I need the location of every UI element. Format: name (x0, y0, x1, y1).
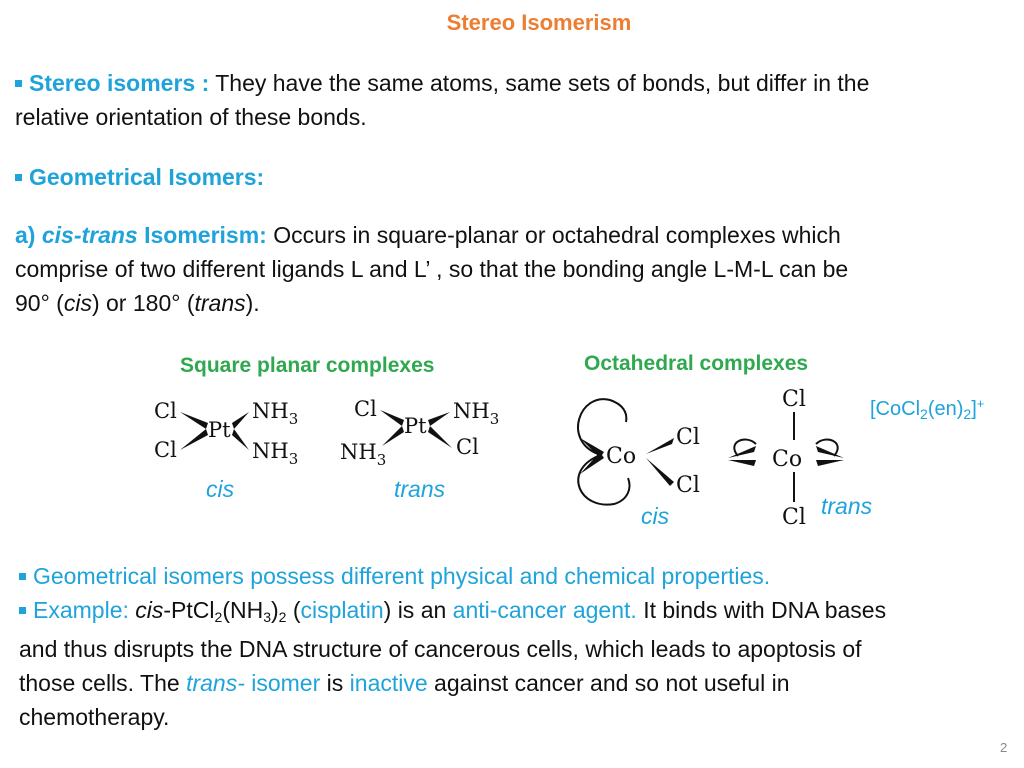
example-line3: and thus disrupts the DNA structure of cancerous cells, which leads to apoptosis of (19, 636, 862, 662)
stereo-isomers-paragraph (15, 66, 1005, 134)
cl-atom: Cl (782, 387, 806, 412)
octahedral-cis-label: cis (641, 503, 670, 529)
square-planar-heading: Square planar complexes (180, 354, 435, 377)
cis-trans-prefix: a) (15, 222, 36, 248)
bullet-square-icon (15, 174, 22, 181)
example-cis: cis (135, 597, 164, 623)
cis-trans-line1: Occurs in square-planar or octahedral complexes which (273, 222, 841, 248)
cl-atom: Cl (154, 399, 177, 423)
cis-trans-paragraph (15, 218, 1015, 320)
properties-text: Geometrical isomers possess different physical and chemical properties. (33, 563, 771, 589)
example-bullet: Example: cis-$PtCl_2(NH_3)_2$ (cisplatin) is an anti-cancer agent. It binds with DNA bases (19, 593, 1014, 627)
stereo-isomers-text-line2: relative orientation of these bonds. (15, 104, 367, 130)
wedge-bond (382, 426, 404, 446)
cl-atom: Cl (154, 438, 177, 462)
cl-atom: Cl (456, 435, 479, 459)
wedge-bond (380, 410, 404, 426)
cisplatin-term: cisplatin (300, 597, 384, 623)
co-atom: Co (606, 444, 637, 469)
cis-trans-line3-c: ). (245, 290, 260, 316)
cis-trans-label-rest: Isomerism: (144, 222, 267, 248)
example-continuation: and thus disrupts the DNA structure of cancerous cells, which leads to apoptosis of those cells. The trans- isomer is inactive against cancer and so not useful in chemotherapy. (19, 636, 862, 730)
wedge-bond (646, 458, 674, 486)
example-line5: chemotherapy. (19, 704, 170, 730)
square-planar-cis-structure (150, 396, 320, 476)
octahedral-heading: Octahedral complexes (584, 352, 809, 375)
example-formula: $-PtCl_2(NH_3)_2$ (163, 597, 287, 625)
wedge-bond (180, 412, 208, 429)
bullet-square-icon (19, 573, 26, 580)
wedge-bond (428, 412, 450, 426)
inactive-term: inactive (349, 670, 428, 696)
geometrical-isomers-heading (15, 160, 264, 194)
bullet-square-icon (15, 80, 22, 87)
co-atom: Co (772, 447, 803, 472)
octahedral-cis-structure (570, 392, 710, 510)
example-label: Example: (33, 597, 129, 623)
complex-formula: $[CoCl_2(en)_2]^+$ (870, 396, 985, 422)
wedge-bond (816, 460, 844, 466)
cis-trans-line3-trans: trans (194, 290, 246, 316)
nh3-ligand: $NH_3$ (252, 439, 299, 468)
pt-atom: Pt (404, 414, 427, 438)
nh3-ligand: $NH_3$ (340, 440, 387, 469)
cis-trans-line2: comprise of two different ligands L and L’ , so that the bonding angle L-M-L can be (15, 256, 849, 282)
wedge-bond (232, 412, 249, 429)
cis-trans-line3-a: 90° ( (15, 290, 64, 316)
isomer-term: isomer (251, 670, 321, 696)
wedge-bond (816, 446, 844, 458)
wedge-bond (180, 429, 208, 450)
nh3-ligand: $NH_3$ (453, 399, 500, 428)
octahedral-trans-label: trans (821, 493, 873, 519)
cis-trans-line3-b: ) or 180° ( (91, 290, 195, 316)
wedge-bond (728, 460, 756, 466)
cl-atom: Cl (354, 397, 377, 421)
cis-trans-line3-cis: cis (63, 290, 92, 316)
wedge-bond (232, 429, 249, 450)
wedge-bond (646, 438, 674, 454)
square-planar-trans-label: trans (394, 476, 446, 502)
cis-trans-label-italic: cis-trans (41, 222, 138, 248)
anti-cancer-term: anti-cancer agent. (452, 597, 637, 623)
stereo-isomers-text-line1: They have the same atoms, same sets of bonds, but differ in the (215, 70, 870, 96)
wedge-bond (580, 452, 604, 474)
pt-atom: Pt (208, 418, 231, 442)
slide-title: Stereo Isomerism (446, 10, 632, 35)
cl-atom: Cl (676, 425, 700, 450)
example-rest: It binds with DNA bases (643, 597, 887, 623)
page-number: 2 (1000, 740, 1008, 755)
trans-term: trans- (186, 670, 245, 696)
stereo-isomers-label: Stereo isomers : (29, 70, 210, 96)
square-planar-trans-structure (338, 396, 513, 476)
properties-bullet (19, 559, 1009, 593)
bullet-square-icon (19, 607, 26, 614)
cl-atom: Cl (782, 505, 806, 529)
wedge-bond (428, 426, 452, 448)
cl-atom: Cl (676, 473, 700, 498)
geometrical-isomers-label: Geometrical Isomers: (29, 164, 265, 190)
nh3-ligand: $NH_3$ (252, 399, 299, 428)
square-planar-cis-label: cis (206, 476, 235, 502)
wedge-bond (728, 446, 756, 458)
